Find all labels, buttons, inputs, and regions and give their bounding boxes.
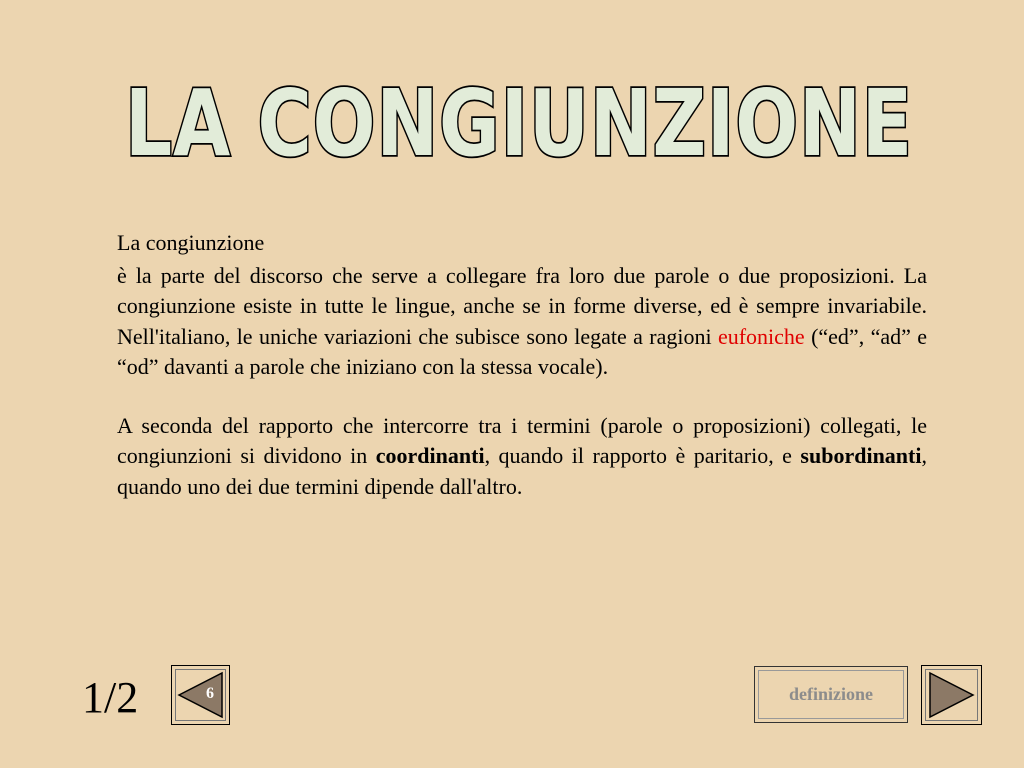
next-button[interactable] — [921, 665, 982, 725]
term-coordinanti: coordinanti — [375, 443, 485, 468]
definition-button[interactable] — [754, 666, 908, 723]
page-title — [0, 60, 1024, 170]
paragraph-classification-part3: , quando uno dei due termini dipende dall'altro. — [117, 443, 927, 499]
intro-text: La congiunzione — [117, 230, 265, 255]
term-subordinanti: subordinanti — [800, 443, 922, 468]
triangle-right-icon — [921, 665, 982, 725]
paragraph-classification — [117, 411, 927, 503]
prev-button[interactable] — [171, 665, 230, 725]
page-number: 1/2 — [82, 673, 139, 722]
prev-page-badge: 6 — [206, 685, 214, 702]
paragraph-classification-part1: A seconda del rapporto che intercorre tra i termini (parole o proposizioni) collegati, le congiunzioni si dividono in — [117, 412, 927, 468]
paragraph-definition — [117, 261, 927, 383]
triangle-left-icon — [171, 665, 230, 725]
content-body — [117, 228, 927, 502]
paragraph-definition-part2: (“ed”, “ad” e “od” davanti a parole che iniziano con la stessa vocale). — [117, 323, 927, 379]
highlight-eufoniche: eufoniche — [717, 323, 805, 349]
definition-button-label: definizione — [789, 684, 873, 704]
paragraph-definition-part1: è la parte del discorso che serve a collegare fra loro due parole o due proposizioni. La congiunzione esiste in tutte le lingue, anche se in forme diverse, ed è sempre invariabile. Nell'italiano, le uniche variazioni che subisce sono legate a ragioni — [117, 262, 927, 349]
page-title-text: LA CONGIUNZIONE — [125, 70, 913, 170]
paragraph-classification-part2: , quando il rapporto è paritario, e — [484, 443, 801, 468]
